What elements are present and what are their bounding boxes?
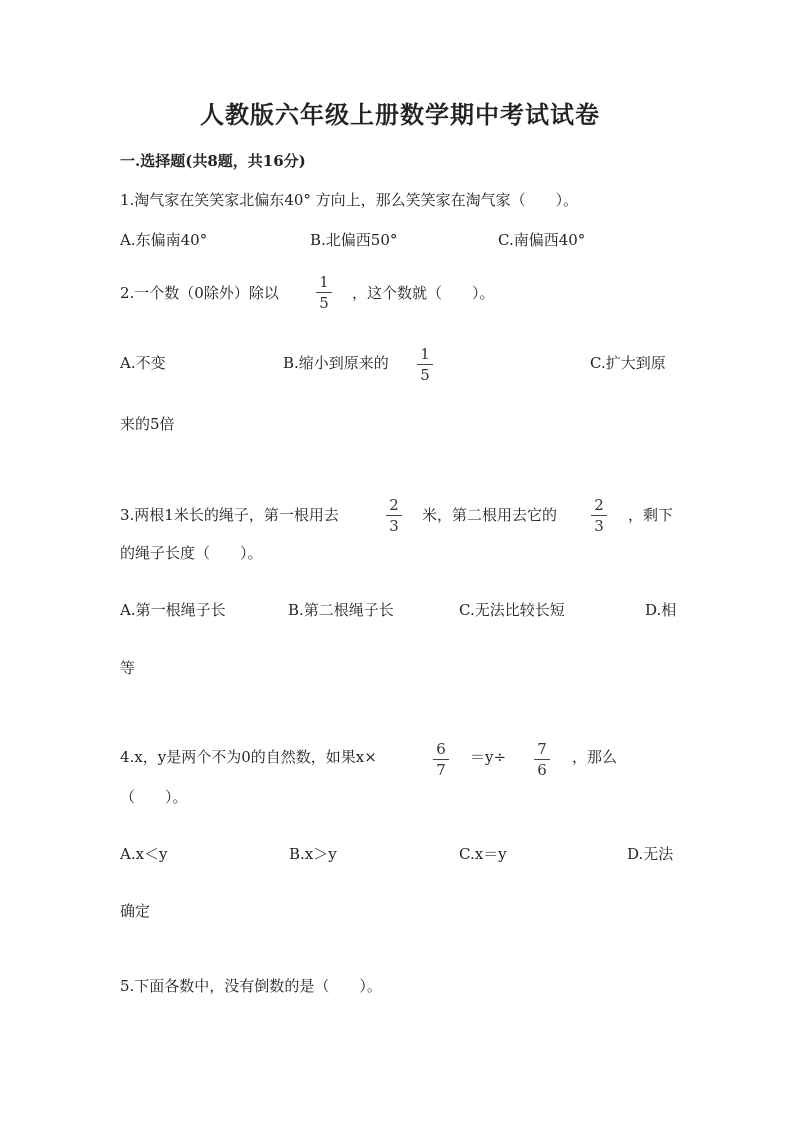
fraction-denominator: 5 [420, 366, 430, 384]
question-4-stem-start: 4.x，y是两个不为0的自然数，如果x× [120, 748, 377, 766]
fraction-numerator: 2 [594, 496, 604, 514]
question-1-option-a: A.东偏南40° [120, 231, 208, 249]
question-2-stem-end: ，这个数就（ ）。 [352, 284, 495, 302]
fraction-denominator: 3 [594, 517, 604, 535]
question-2-stem-start: 2.一个数（0除外）除以 [120, 284, 279, 302]
question-1-stem: 1.淘气家在笑笑家北偏东40° 方向上，那么笑笑家在淘气家（ ）。 [120, 191, 579, 209]
question-1-option-b: B.北偏西50° [310, 231, 398, 249]
page-title: 人教版六年级上册数学期中考试试卷 [200, 100, 600, 129]
question-4-fraction-2 [530, 741, 554, 778]
question-3-stem-middle: 米，第二根用去它的 [422, 506, 558, 524]
question-2-option-b-fraction [413, 346, 437, 383]
question-1-option-c: C.南偏西40° [498, 231, 586, 249]
question-2-option-b: B.缩小到原来的 [283, 354, 389, 372]
question-4-option-d-continued: 确定 [120, 902, 151, 920]
fraction-numerator: 1 [420, 345, 430, 363]
fraction-bar [417, 364, 433, 365]
question-3-option-a: A.第一根绳子长 [120, 601, 226, 619]
fraction-denominator: 7 [436, 761, 446, 779]
fraction-bar [386, 515, 402, 516]
question-4-option-b: B.x＞y [289, 845, 337, 863]
question-3-option-d-continued: 等 [120, 659, 136, 677]
question-2-option-a: A.不变 [120, 354, 166, 372]
fraction-numerator: 6 [436, 740, 446, 758]
fraction-denominator: 3 [389, 517, 399, 535]
question-4-stem-middle: ＝y÷ [470, 748, 507, 766]
question-5-stem: 5.下面各数中，没有倒数的是（ ）。 [120, 977, 382, 995]
question-3-option-c: C.无法比较长短 [459, 601, 565, 619]
question-2-option-c: C.扩大到原 [590, 354, 666, 372]
question-4-stem-end: ，那么 [572, 748, 618, 766]
fraction-bar [316, 292, 332, 293]
question-3-fraction-1 [382, 497, 406, 534]
fraction-numerator: 2 [389, 496, 399, 514]
section-heading: 一.选择题(共8题，共16分) [120, 152, 306, 170]
question-3-stem-start: 3.两根1米长的绳子，第一根用去 [120, 506, 339, 524]
question-3-stem-line-2: 的绳子长度（ ）。 [120, 544, 263, 562]
fraction-bar [534, 759, 550, 760]
fraction-bar [591, 515, 607, 516]
question-3-option-d: D.相 [645, 601, 677, 619]
fraction-denominator: 6 [537, 761, 547, 779]
fraction-numerator: 7 [537, 740, 547, 758]
question-4-option-a: A.x＜y [120, 845, 168, 863]
question-3-stem-end: ，剩下 [628, 506, 674, 524]
question-4-fraction-1 [429, 741, 453, 778]
question-3-option-b: B.第二根绳子长 [288, 601, 394, 619]
question-3-fraction-2 [587, 497, 611, 534]
question-2-fraction [312, 274, 336, 311]
question-4-option-d: D.无法 [627, 845, 674, 863]
question-4-stem-line-2: （ ）。 [120, 788, 188, 806]
question-2-option-c-continued: 来的5倍 [120, 415, 175, 433]
fraction-bar [433, 759, 449, 760]
fraction-numerator: 1 [319, 273, 329, 291]
question-4-option-c: C.x＝y [459, 845, 507, 863]
fraction-denominator: 5 [319, 294, 329, 312]
